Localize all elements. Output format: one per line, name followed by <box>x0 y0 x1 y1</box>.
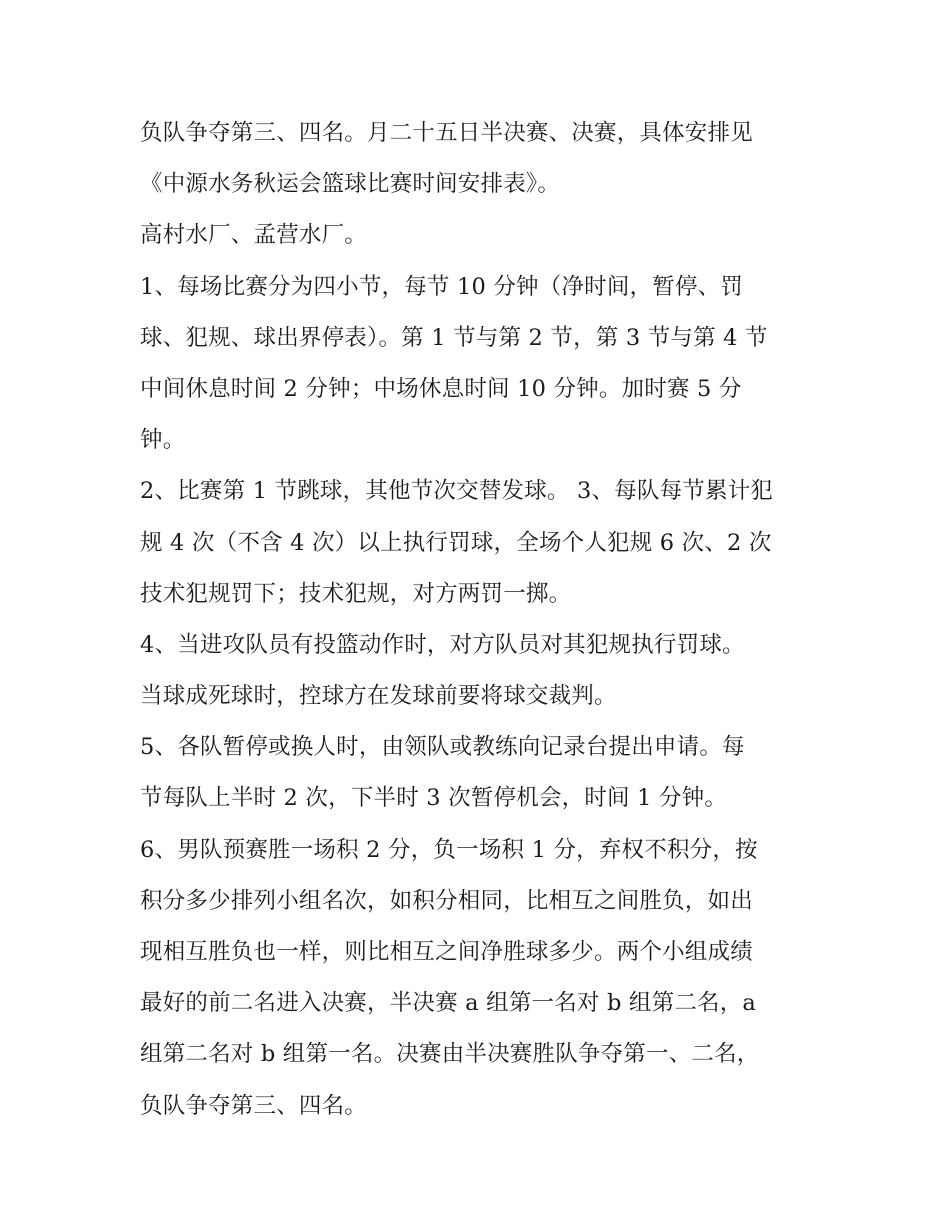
text-line: 球、犯规、球出界停表）。第 1 节与第 2 节，第 3 节与第 4 节 <box>140 324 768 351</box>
text-line: 《中源水务秋运会篮球比赛时间安排表》。 <box>140 171 561 198</box>
text-line: 6、男队预赛胜一场积 2 分，负一场积 1 分，弃权不积分，按 <box>140 836 758 863</box>
text-line: 负队争夺第三、四名。月二十五日半决赛、决赛，具体安排见 <box>140 120 753 146</box>
text-line: 2、比赛第 1 节跳球，其他节次交替发球。 3、每队每节累计犯 <box>140 478 774 505</box>
text-line: 5、各队暂停或换人时，由领队或教练向记录台提出申请。每 <box>140 734 745 761</box>
body-text <box>140 108 830 1132</box>
text-line: 高村水厂、孟营水厂。 <box>140 222 368 249</box>
text-line: 技术犯规罚下；技术犯规，对方两罚一掷。 <box>140 580 572 607</box>
text-line: 4、当进攻队员有投篮动作时，对方队员对其犯规执行罚球。 <box>140 631 745 658</box>
text-line: 中间休息时间 2 分钟；中场休息时间 10 分钟。加时赛 5 分 <box>140 375 742 402</box>
text-line: 钟。 <box>140 427 186 454</box>
text-line: 当球成死球时，控球方在发球前要将球交裁判。 <box>140 683 617 710</box>
text-line: 规 4 次（不含 4 次）以上执行罚球，全场个人犯规 6 次、2 次 <box>140 529 772 556</box>
text-line: 节每队上半时 2 次，下半时 3 次暂停机会，时间 1 分钟。 <box>140 785 728 812</box>
text-line: 负队争夺第三、四名。 <box>140 1092 368 1119</box>
text-line: 组第二名对 b 组第一名。决赛由半决赛胜队争夺第一、二名， <box>140 1041 760 1068</box>
text-line: 现相互胜负也一样，则比相互之间净胜球多少。两个小组成绩 <box>140 939 753 965</box>
text-line: 最好的前二名进入决赛，半决赛 a 组第一名对 b 组第二名，a <box>140 990 757 1017</box>
text-line: 1、每场比赛分为四小节，每节 10 分钟（净时间，暂停、罚 <box>140 273 744 300</box>
text-line: 积分多少排列小组名次，如积分相同，比相互之间胜负，如出 <box>140 887 753 914</box>
